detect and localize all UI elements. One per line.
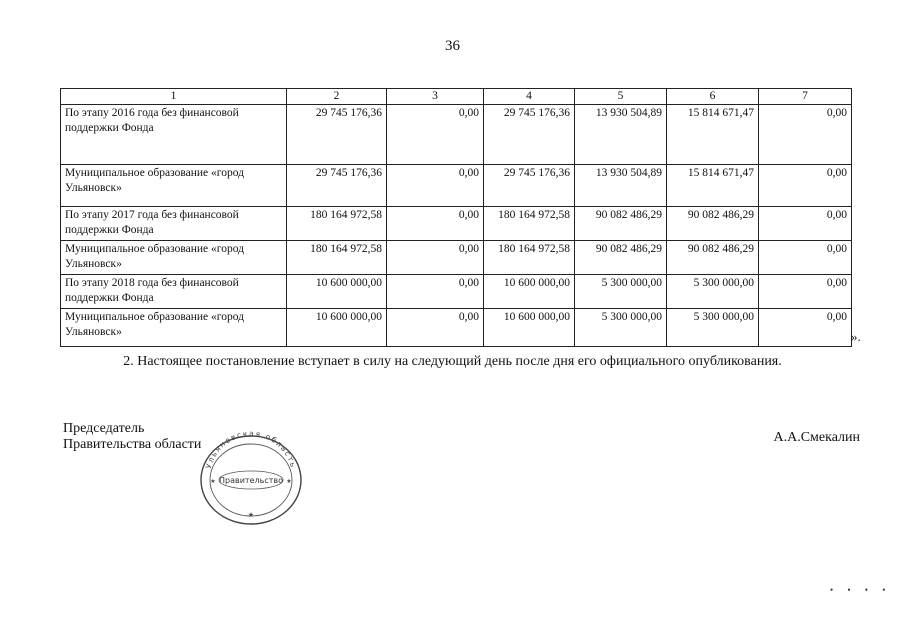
cell-value: 0,00 (387, 309, 484, 347)
star-icon: ★ (286, 478, 292, 485)
row-name: По этапу 2016 года без финансовой поддержки Фонда (61, 105, 287, 165)
signer-title-line: Председатель (63, 421, 145, 436)
cell-value: 29 745 176,36 (287, 105, 387, 165)
table-header-row (61, 89, 852, 105)
official-seal (196, 425, 308, 525)
cell-value: 0,00 (759, 309, 852, 347)
signer-title-line: Правительства области (63, 437, 202, 452)
cell-value: 180 164 972,58 (484, 241, 575, 275)
star-icon: ★ (210, 478, 216, 485)
cell-value: 0,00 (387, 275, 484, 309)
cell-value: 0,00 (759, 241, 852, 275)
cell-value: 90 082 486,29 (575, 207, 667, 241)
table-row (61, 309, 852, 347)
cell-value: 180 164 972,58 (484, 207, 575, 241)
row-name: По этапу 2018 года без финансовой поддержки Фонда (61, 275, 287, 309)
cell-value: 13 930 504,89 (575, 105, 667, 165)
row-name: Муниципальное образование «город Ульяновск» (61, 241, 287, 275)
star-icon: ★ (247, 511, 255, 519)
cell-value: 180 164 972,58 (287, 241, 387, 275)
column-header: 2 (287, 89, 387, 105)
row-name: Муниципальное образование «город Ульяновск» (61, 165, 287, 207)
cell-value: 90 082 486,29 (667, 207, 759, 241)
row-name: Муниципальное образование «город Ульяновск» (61, 309, 287, 347)
signer-name: А.А.Смекалин (773, 430, 860, 445)
table-row (61, 165, 852, 207)
column-header: 7 (759, 89, 852, 105)
column-header: 1 (61, 89, 287, 105)
budget-table (60, 88, 852, 347)
cell-value: 0,00 (387, 105, 484, 165)
column-header: 3 (387, 89, 484, 105)
table-row (61, 275, 852, 309)
signer-title (63, 421, 201, 453)
effective-date-paragraph: 2. Настоящее постановление вступает в силу на следующий день после дня его официального опубликования. (123, 354, 782, 369)
svg-text:Ульяновская область (204, 429, 298, 470)
cell-value: 0,00 (759, 207, 852, 241)
table-row (61, 207, 852, 241)
cell-value: 29 745 176,36 (287, 165, 387, 207)
cell-value: 15 814 671,47 (667, 165, 759, 207)
column-header: 4 (484, 89, 575, 105)
cell-value: 10 600 000,00 (287, 275, 387, 309)
footer-marks: • • • • (830, 585, 892, 595)
row-name: По этапу 2017 года без финансовой поддержки Фонда (61, 207, 287, 241)
cell-value: 15 814 671,47 (667, 105, 759, 165)
page-number: 36 (445, 38, 460, 54)
cell-value: 0,00 (759, 105, 852, 165)
cell-value: 5 300 000,00 (667, 275, 759, 309)
cell-value: 0,00 (387, 241, 484, 275)
cell-value: 90 082 486,29 (575, 241, 667, 275)
column-header: 6 (667, 89, 759, 105)
cell-value: 0,00 (759, 275, 852, 309)
cell-value: 0,00 (759, 165, 852, 207)
table-row (61, 105, 852, 165)
cell-value: 180 164 972,58 (287, 207, 387, 241)
cell-value: 29 745 176,36 (484, 105, 575, 165)
cell-value: 0,00 (387, 165, 484, 207)
cell-value: 13 930 504,89 (575, 165, 667, 207)
closing-quote: ». (851, 329, 861, 344)
column-header: 5 (575, 89, 667, 105)
cell-value: 5 300 000,00 (575, 309, 667, 347)
cell-value: 5 300 000,00 (667, 309, 759, 347)
cell-value: 0,00 (387, 207, 484, 241)
cell-value: 90 082 486,29 (667, 241, 759, 275)
cell-value: 10 600 000,00 (484, 275, 575, 309)
cell-value: 29 745 176,36 (484, 165, 575, 207)
seal-center-text: Правительство (219, 476, 283, 485)
seal-ring-text: Ульяновская область (203, 428, 299, 470)
cell-value: 10 600 000,00 (287, 309, 387, 347)
cell-value: 5 300 000,00 (575, 275, 667, 309)
table-row (61, 241, 852, 275)
cell-value: 10 600 000,00 (484, 309, 575, 347)
